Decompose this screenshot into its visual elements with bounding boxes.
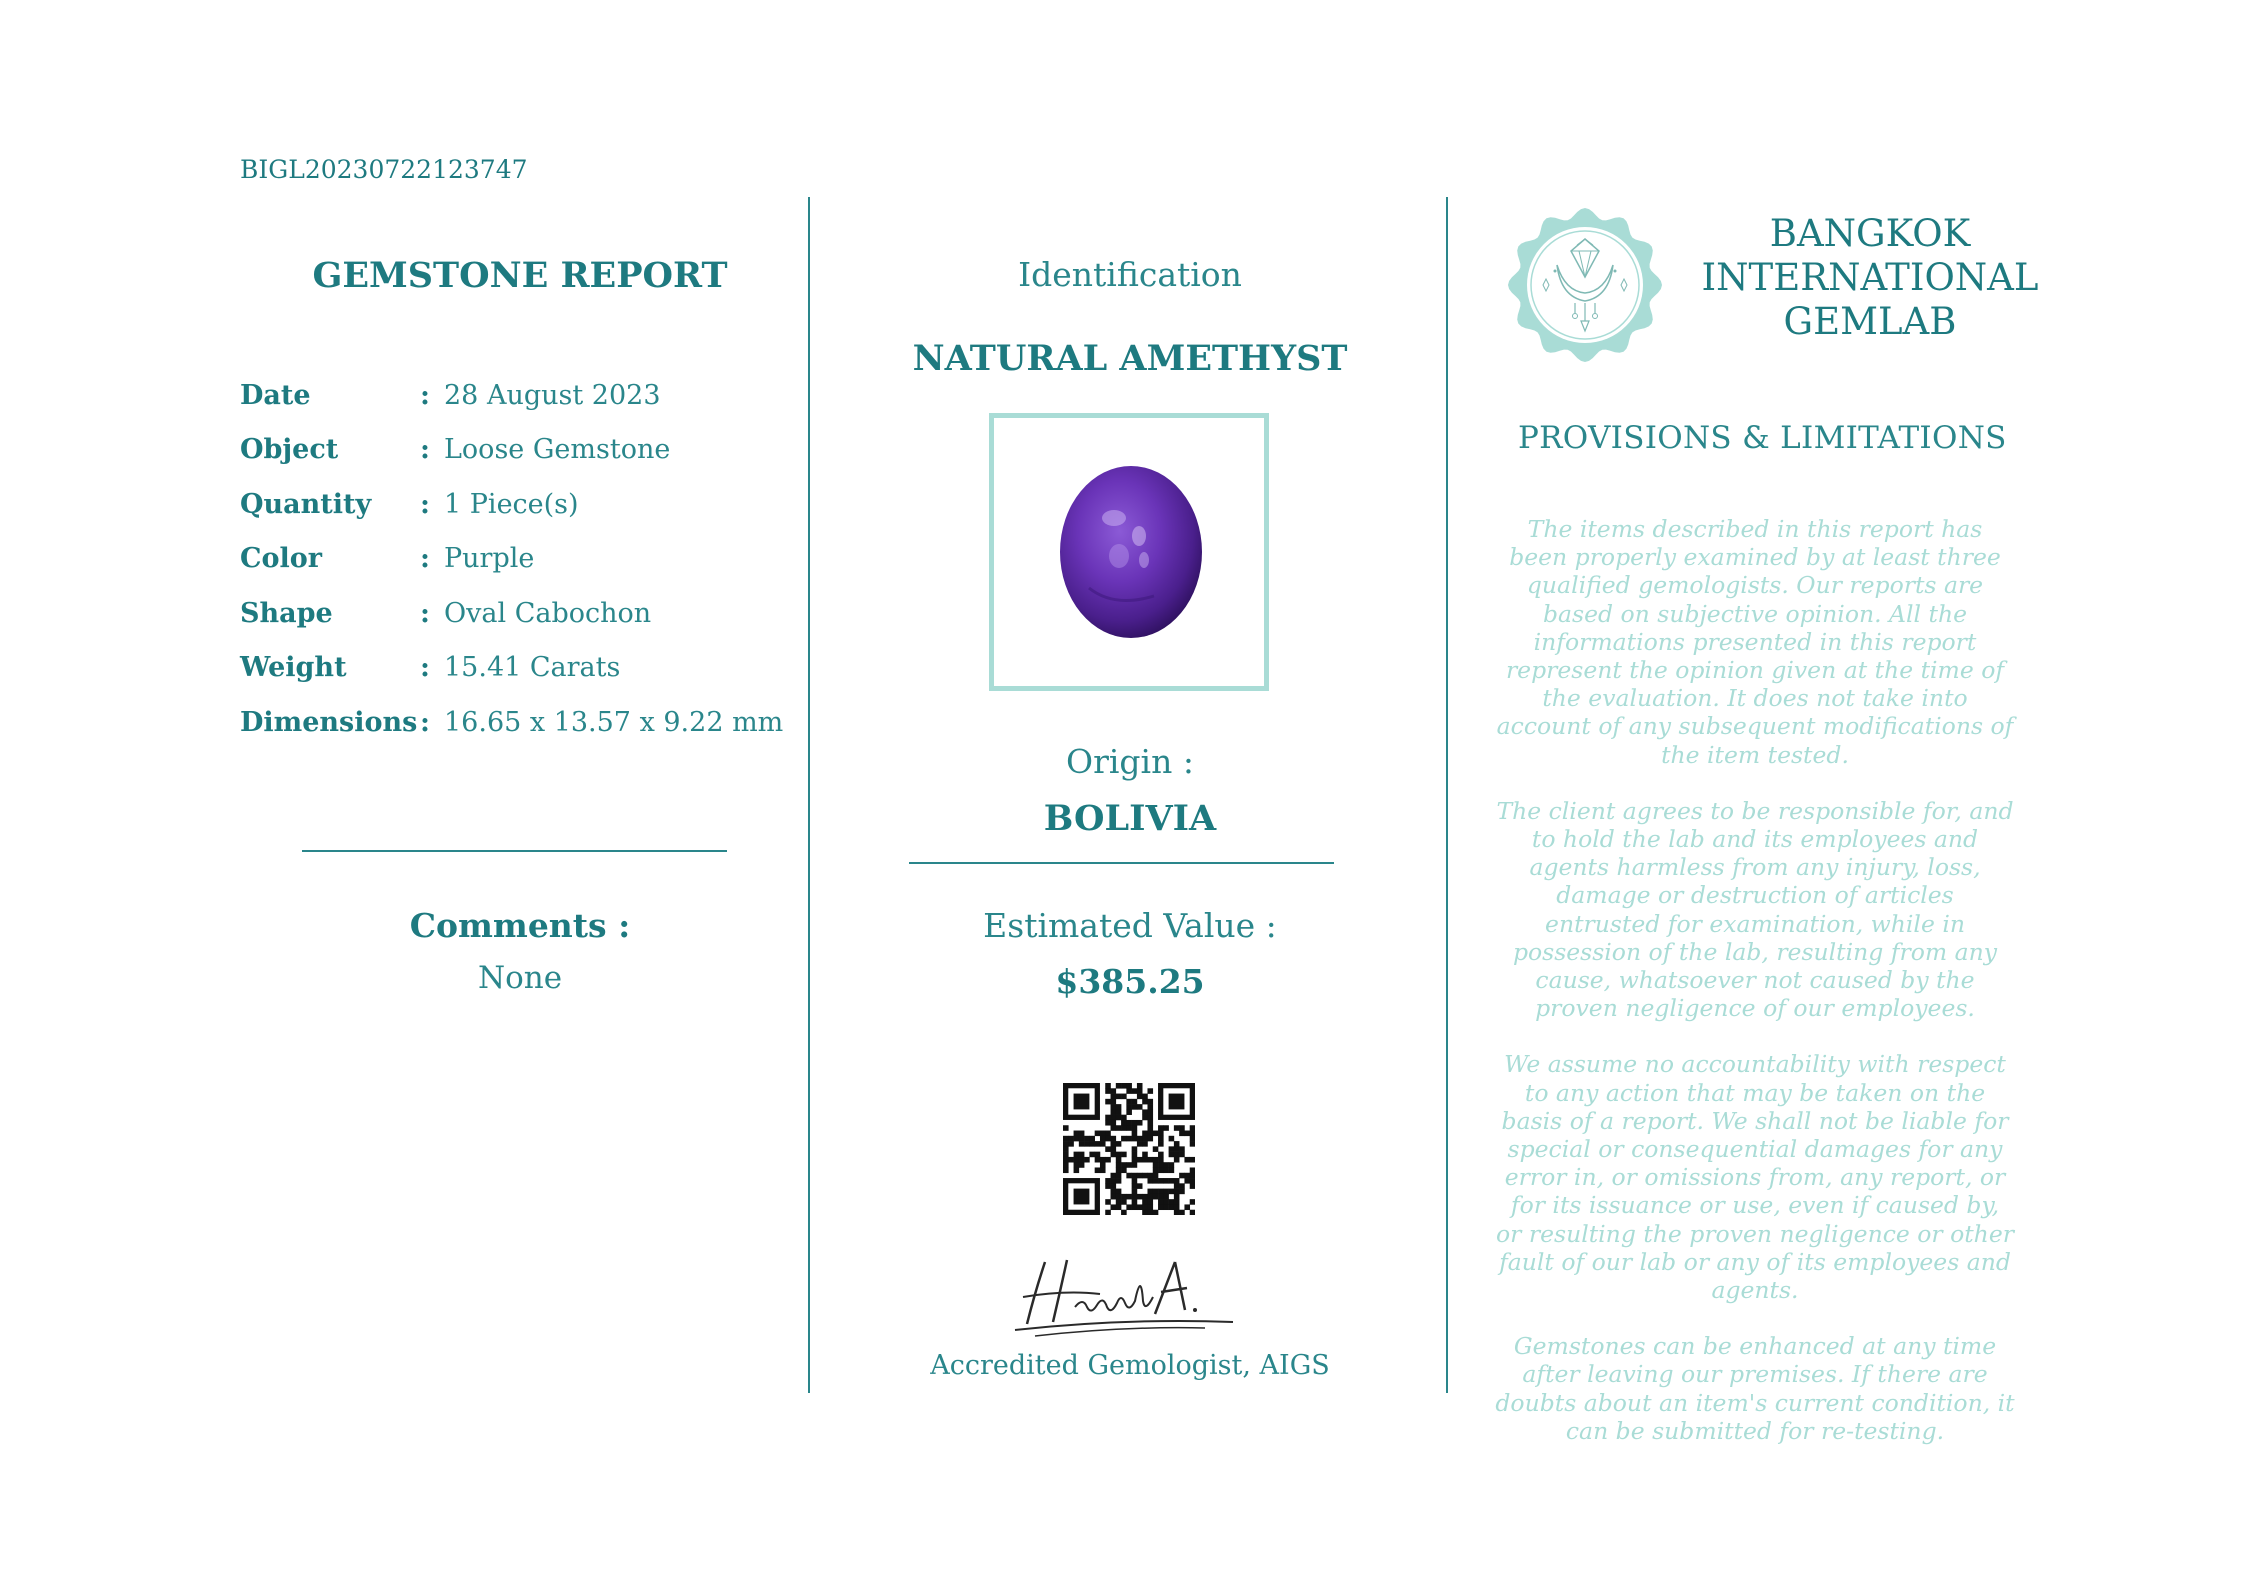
detail-row-dimensions xyxy=(240,695,800,750)
detail-colon: : xyxy=(420,706,430,738)
detail-label: Object xyxy=(240,434,339,466)
detail-colon: : xyxy=(420,543,430,575)
signature-icon xyxy=(1005,1252,1245,1342)
comments-value: None xyxy=(477,960,563,996)
identification-label: Identification xyxy=(1018,255,1242,294)
estimated-value-label: Estimated Value : xyxy=(983,906,1277,945)
detail-label: Shape xyxy=(240,597,333,629)
detail-colon: : xyxy=(420,488,430,520)
detail-value: 15.41 Carats xyxy=(444,652,621,684)
provisions-paragraph: We assume no accountability with respect to any action that may be taken on the basis of a report. We shall not be liable for special or consequential damages for any error in, or omissions from, any report, or for its issuance or use, even if caused by, or resulting the proven negligence or other fault of our lab or any of its employees and agents. xyxy=(1496,1050,2014,1305)
detail-value: Loose Gemstone xyxy=(444,434,671,466)
lab-name xyxy=(1700,212,2040,344)
origin-value: BOLIVIA xyxy=(1043,798,1217,839)
lab-name-line: GEMLAB xyxy=(1783,300,1957,343)
center-separator xyxy=(909,862,1334,864)
origin-label: Origin : xyxy=(1066,742,1194,781)
detail-value: Purple xyxy=(444,543,535,575)
comments-label: Comments : xyxy=(409,906,631,945)
detail-value: 28 August 2023 xyxy=(444,379,661,411)
detail-colon: : xyxy=(420,434,430,466)
provisions-paragraph: The items described in this report has been properly examined by at least three qualified gemologists. Our reports are based on subjective opinion. All the informations presented in this report represent the opinion given at the time of the evaluation. It does not take into account of any subsequent modifications of the item tested. xyxy=(1496,515,2014,769)
detail-colon: : xyxy=(420,597,430,629)
details-list xyxy=(240,368,800,750)
provisions-paragraph: Gemstones can be enhanced at any time after leaving our premises. If there are doubts about an item's current condition, it can be submitted for re-testing. xyxy=(1495,1332,2015,1445)
estimated-value: $385.25 xyxy=(1055,962,1205,1001)
gem-name: NATURAL AMETHYST xyxy=(912,338,1348,379)
provisions-title: PROVISIONS & LIMITATIONS xyxy=(1518,420,2007,456)
lab-name-line: INTERNATIONAL xyxy=(1701,256,2039,299)
report-title: GEMSTONE REPORT xyxy=(312,255,728,296)
qr-code-icon[interactable] xyxy=(1063,1083,1195,1215)
left-separator xyxy=(302,850,727,852)
detail-label: Quantity xyxy=(240,488,372,520)
amethyst-image xyxy=(994,418,1264,686)
detail-value: 1 Piece(s) xyxy=(444,488,579,520)
detail-value: 16.65 x 13.57 x 9.22 mm xyxy=(444,706,784,738)
gem-photo xyxy=(989,413,1269,691)
detail-row-color xyxy=(240,532,800,587)
provisions-text xyxy=(1495,515,2015,1473)
detail-row-shape xyxy=(240,586,800,641)
detail-colon: : xyxy=(420,379,430,411)
accredited-gemologist: Accredited Gemologist, AIGS xyxy=(930,1350,1330,1381)
detail-value: Oval Cabochon xyxy=(444,597,652,629)
detail-colon: : xyxy=(420,652,430,684)
detail-label: Color xyxy=(240,543,322,575)
lab-seal-logo xyxy=(1505,205,1665,365)
detail-row-weight xyxy=(240,641,800,696)
detail-row-object xyxy=(240,423,800,478)
detail-row-quantity xyxy=(240,477,800,532)
lab-name-line: BANGKOK xyxy=(1769,212,1971,255)
report-id: BIGL20230722123747 xyxy=(240,155,528,184)
detail-label: Dimensions xyxy=(240,706,418,738)
detail-label: Date xyxy=(240,379,311,411)
provisions-paragraph: The client agrees to be responsible for, and to hold the lab and its employees and agents harmless from any injury, loss, damage or destruction of articles entrusted for examination, while in possession of the lab, resulting from any cause, whatsoever not caused by the proven negligence of our employees. xyxy=(1496,796,2014,1023)
detail-label: Weight xyxy=(240,652,347,684)
detail-row-date xyxy=(240,368,800,423)
